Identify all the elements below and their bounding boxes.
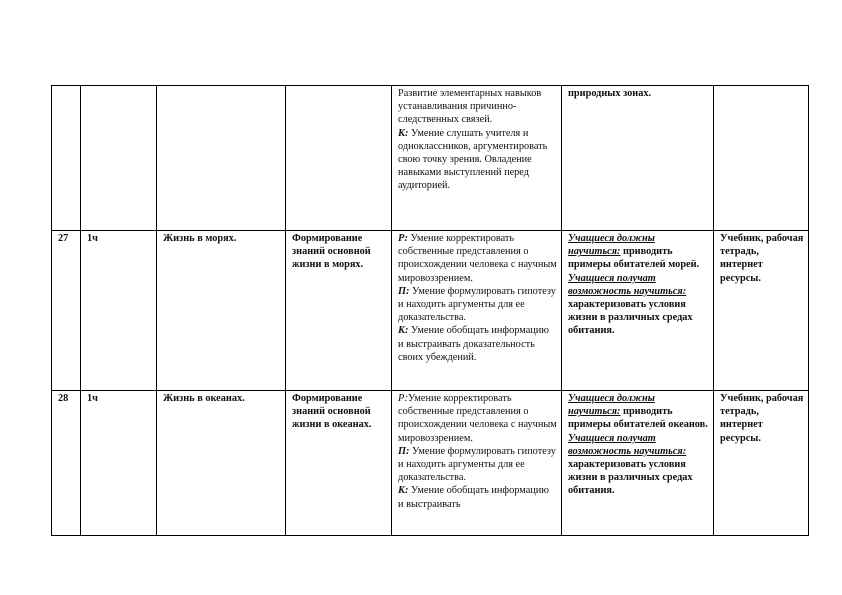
- uud-p-text: Умение формулировать гипотезу и находить аргументы для ее доказательства.: [398, 445, 556, 484]
- lesson-hours: [81, 86, 157, 231]
- uud-p-label: П:: [398, 445, 410, 457]
- table-row: [52, 86, 809, 231]
- results-opportunity-text: характеризовать условия жизни в различных средах обитания.: [568, 299, 693, 337]
- uud-k-label: К:: [398, 127, 409, 139]
- lesson-type: [286, 86, 392, 231]
- lesson-topic: Жизнь в морях.: [157, 231, 286, 391]
- lesson-number: [52, 86, 81, 231]
- resources-cell: [714, 86, 809, 231]
- results-prefix: природных зонах.: [568, 88, 652, 99]
- resources-cell: Учебник, рабочая тетрадь, интернет ресурсы.: [714, 231, 809, 391]
- results-learn-text: приводить примеры обитателей океанов.: [568, 406, 708, 431]
- uud-k-label: К:: [398, 325, 409, 337]
- uud-p-label: П:: [398, 285, 410, 297]
- uud-cell: [392, 391, 562, 536]
- uud-k-text: Умение обобщать информацию и выстраивать доказательность своих убеждений.: [398, 325, 549, 363]
- uud-k-text: Умение слушать учителя и одноклассников, аргументировать свою точку зрения. Овладение навыками выступлений перед аудиторией.: [398, 127, 548, 192]
- results-opportunity-label: Учащиеся получат возможность научиться:: [568, 432, 687, 457]
- results-opportunity-text: характеризовать условия жизни в различных средах обитания.: [568, 459, 693, 497]
- results-learn-text: приводить примеры обитателей морей.: [568, 246, 700, 271]
- uud-p-text: Развитие элементарных навыков устанавливания причинно-следственных связей.: [398, 88, 542, 126]
- lesson-number: 28: [52, 391, 81, 536]
- uud-p-text: Умение формулировать гипотезу и находить аргументы для ее доказательства.: [398, 285, 556, 324]
- lesson-topic: Жизнь в океанах.: [157, 391, 286, 536]
- results-cell: [562, 391, 714, 536]
- lesson-plan-table: [51, 85, 809, 536]
- lesson-topic: [157, 86, 286, 231]
- results-opportunity-label: Учащиеся получат возможность научиться:: [568, 272, 687, 297]
- resources-cell: Учебник, рабочая тетрадь, интернет ресурсы.: [714, 391, 809, 536]
- uud-k-text: Умение обобщать информацию и выстраивать: [398, 485, 549, 510]
- results-cell: [562, 86, 714, 231]
- uud-r-text: Умение корректировать собственные представления о происхождении человека с научным мировоззрением.: [398, 393, 557, 444]
- uud-r-text: Умение корректировать собственные представления о происхождении человека с научным мировоззрением.: [398, 233, 557, 284]
- uud-cell: [392, 86, 562, 231]
- uud-cell: [392, 231, 562, 391]
- lesson-type: Формирование знаний основной жизни в океанах.: [286, 391, 392, 536]
- lesson-hours: 1ч: [81, 391, 157, 536]
- lesson-type: Формирование знаний основной жизни в морях.: [286, 231, 392, 391]
- uud-k-label: К:: [398, 485, 409, 497]
- results-cell: [562, 231, 714, 391]
- lesson-number: 27: [52, 231, 81, 391]
- table-row: [52, 231, 809, 391]
- results-learn-label: Учащиеся должны научиться:: [568, 393, 655, 418]
- table-row: [52, 391, 809, 536]
- results-learn-label: Учащиеся должны научиться:: [568, 233, 655, 258]
- uud-r-label: Р:: [398, 233, 408, 244]
- uud-r-label: Р:: [398, 393, 408, 404]
- lesson-hours: 1ч: [81, 231, 157, 391]
